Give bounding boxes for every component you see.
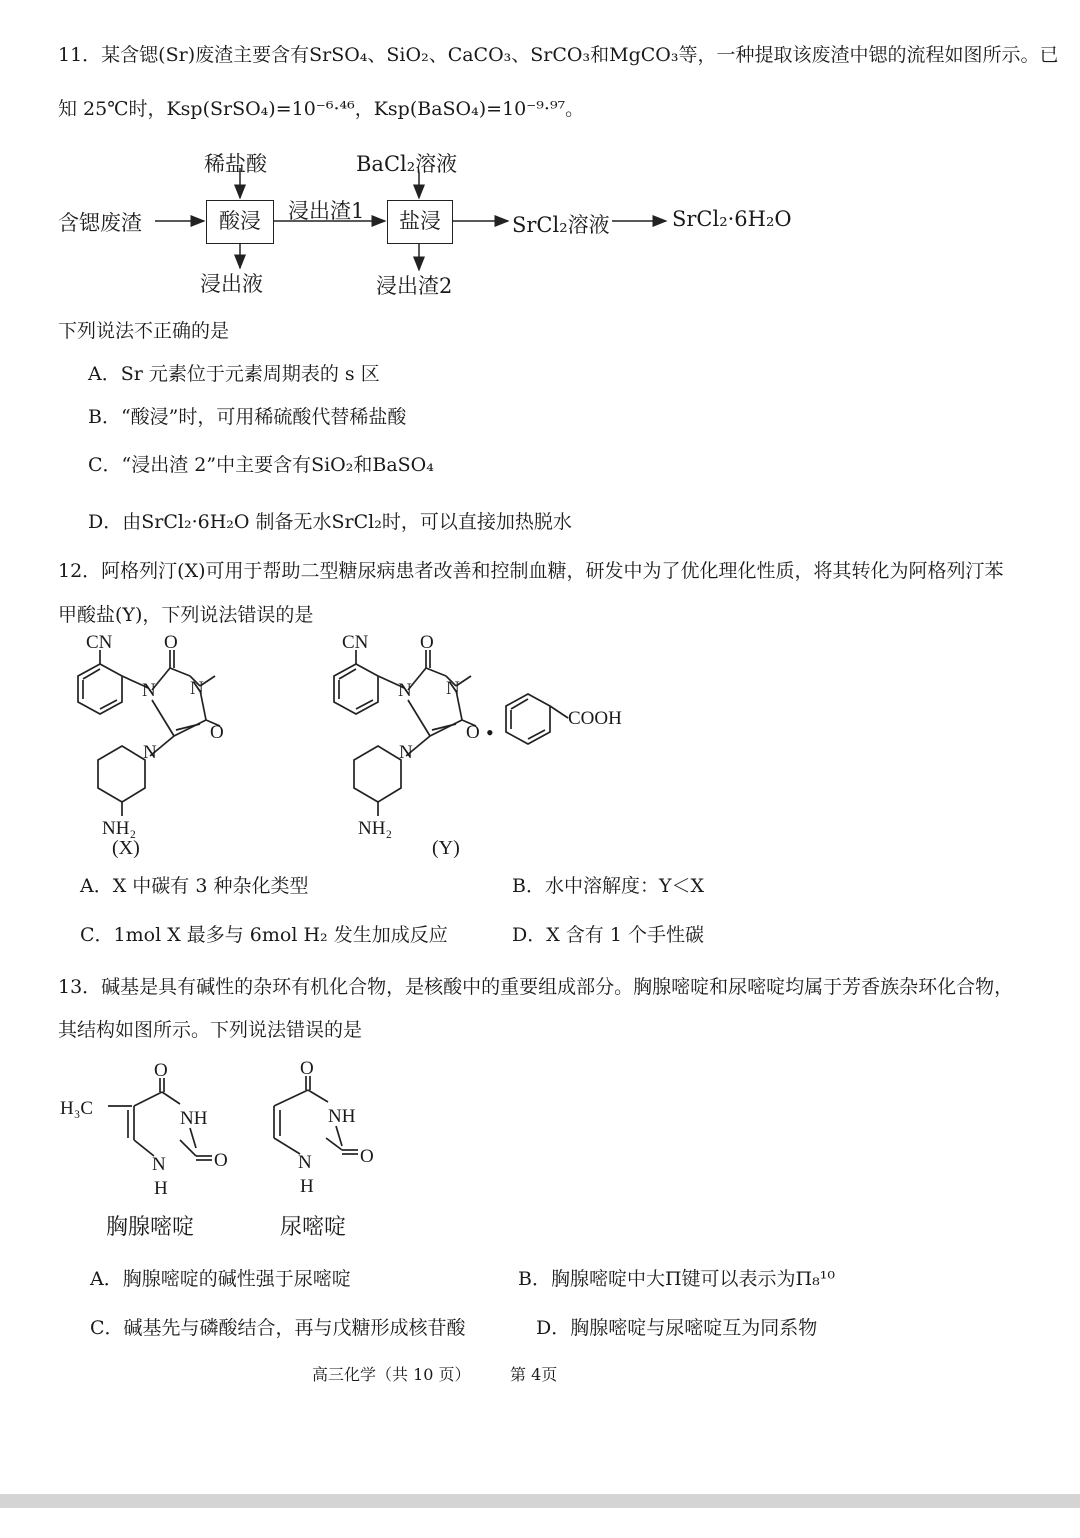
q11-option-d: D．由SrCl₂·6H₂O 制备无水SrCl₂时，可以直接加热脱水 (88, 511, 572, 533)
q12-option-c: C．1mol X 最多与 6mol H₂ 发生加成反应 (80, 924, 448, 946)
y-n-label: N (446, 678, 460, 699)
q12-option-a: A．X 中碳有 3 种杂化类型 (80, 875, 309, 897)
x-cn-label: CN (86, 632, 113, 653)
q12-option-b: B．水中溶解度：Y＜X (512, 875, 705, 897)
q11-stem: 下列说法不正确的是 (58, 320, 230, 342)
uracil-nh-label: NH (328, 1106, 356, 1127)
footer-course: 高三化学（共 10 页） (312, 1365, 471, 1384)
q11-line2: 知 25℃时，Ksp(SrSO₄)=10⁻⁶·⁴⁶，Ksp(BaSO₄)=10⁻⁹·⁹⁷。 (58, 98, 585, 120)
q12-line1: 12．阿格列汀(X)可用于帮助二型糖尿病患者改善和控制血糖，研发中为了优化理化性质，将其转化为阿格列汀苯 (58, 560, 1004, 582)
bottom-divider (0, 1494, 1080, 1508)
q11-option-c: C．“浸出渣 2”中主要含有SiO₂和BaSO₄ (88, 454, 434, 476)
flow-acid-output: 浸出液 (200, 272, 263, 296)
y-o-label: O (466, 722, 480, 743)
uracil-structure (256, 1052, 406, 1202)
flow-acid-reagent: 稀盐酸 (204, 152, 267, 176)
q11-option-b: B．“酸浸”时，可用稀硫酸代替稀盐酸 (88, 406, 407, 428)
q13-option-b: B．胸腺嘧啶中大Π键可以表示为Π₈¹⁰ (518, 1268, 835, 1290)
y-n-label: N (399, 742, 413, 763)
q12-line2: 甲酸盐(Y)，下列说法错误的是 (58, 604, 314, 626)
q13-line1: 13．碱基是具有碱性的杂环有机化合物，是核酸中的重要组成部分。胸腺嘧啶和尿嘧啶均属于芳香族杂环化合物， (58, 976, 1014, 998)
x-n-label: N (143, 742, 157, 763)
flow-product: SrCl₂·6H₂O (672, 207, 792, 231)
q12-option-d: D．X 含有 1 个手性碳 (512, 924, 704, 946)
q11-option-a: A．Sr 元素位于元素周期表的 s 区 (88, 363, 380, 385)
thymine-o-label: O (154, 1060, 168, 1081)
y-n-label: N (398, 680, 412, 701)
thymine-nh-label: NH (180, 1108, 208, 1129)
thymine-n-label: N (152, 1154, 166, 1175)
uracil-o-label: O (360, 1146, 374, 1167)
flow-solution: SrCl₂溶液 (512, 213, 610, 237)
flow-salt-step: 盐浸 (387, 200, 453, 244)
structure-x (50, 628, 250, 858)
footer-page-number: 第 4页 (510, 1365, 558, 1384)
uracil-label: 尿嘧啶 (280, 1215, 347, 1240)
q13-line2: 其结构如图所示。下列说法错误的是 (58, 1019, 363, 1041)
thymine-label: 胸腺嘧啶 (106, 1215, 195, 1240)
thymine-structure (56, 1052, 256, 1202)
x-nh2-label: NH₂ (102, 818, 137, 839)
q13-option-a: A．胸腺嘧啶的碱性强于尿嘧啶 (90, 1268, 351, 1290)
y-o-label: O (420, 632, 434, 653)
structure-y (306, 628, 646, 858)
x-o-label: O (210, 722, 224, 743)
q11-line1: 11．某含锶(Sr)废渣主要含有SrSO₄、SiO₂、CaCO₃、SrCO₃和MgCO₃等，一种提取该废渣中锶的流程如图所示。已 (58, 44, 1059, 66)
flow-residue1: 浸出渣1 (288, 199, 365, 223)
flow-acid-step: 酸浸 (206, 200, 274, 244)
mol-y-label: (Y) (432, 837, 460, 858)
uracil-h-label: H (300, 1176, 314, 1197)
q13-option-c: C．碱基先与磷酸结合，再与戊糖形成核苷酸 (90, 1317, 466, 1339)
y-cooh-label: COOH (568, 708, 622, 729)
uracil-o-label: O (300, 1058, 314, 1079)
thymine-o-label: O (214, 1150, 228, 1171)
y-nh2-label: NH₂ (358, 818, 393, 839)
x-o-label: O (164, 632, 178, 653)
x-n-label: N (190, 678, 204, 699)
flow-input: 含锶废渣 (58, 211, 142, 235)
mol-x-label: (X) (112, 837, 140, 858)
flow-residue2: 浸出渣2 (376, 274, 453, 298)
x-n-label: N (142, 680, 156, 701)
y-cn-label: CN (342, 632, 369, 653)
thymine-h3c-label: H₃C (60, 1098, 94, 1119)
uracil-n-label: N (298, 1152, 312, 1173)
thymine-h-label: H (154, 1178, 168, 1199)
salt-dot: • (486, 720, 494, 745)
q13-option-d: D．胸腺嘧啶与尿嘧啶互为同系物 (536, 1317, 818, 1339)
flow-salt-reagent: BaCl₂溶液 (356, 152, 458, 176)
